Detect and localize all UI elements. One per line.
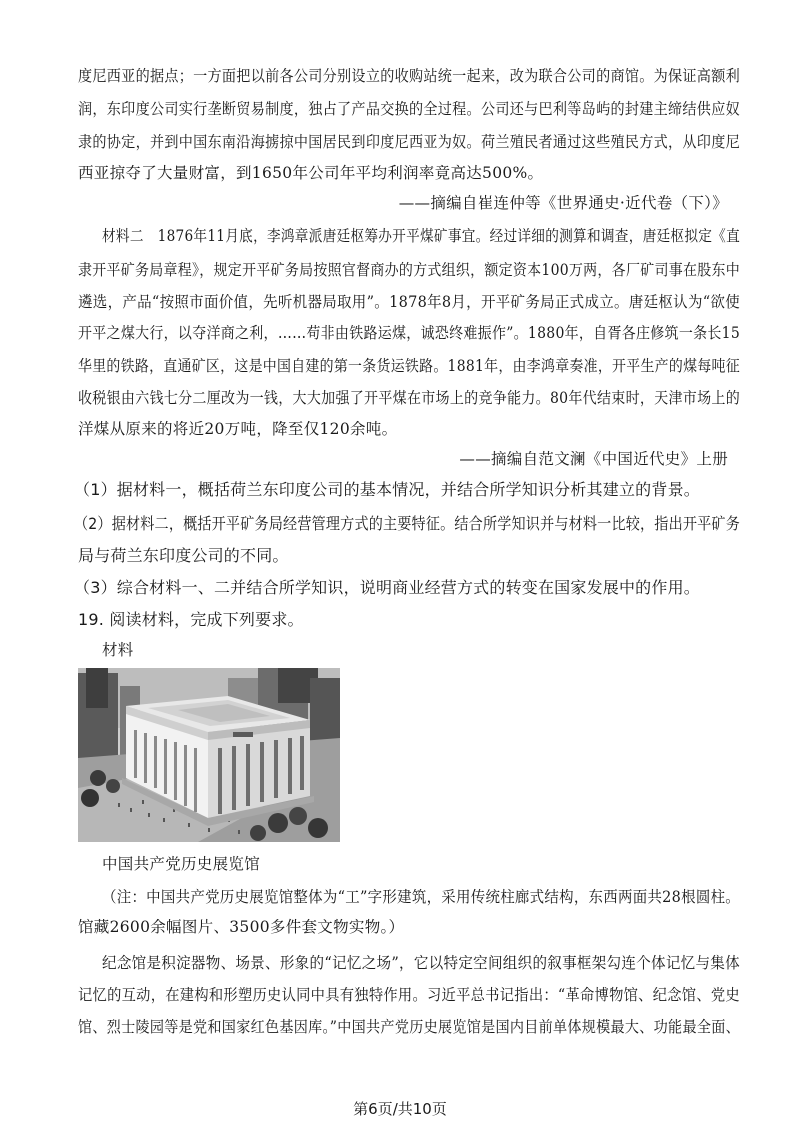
q19-body-line-1: 纪念馆是积淀器物、场景、形象的“记忆之场”，它以特定空间组织的叙事框架勾连个体记忆与集体 <box>102 954 740 972</box>
question-2: （2）据材料二，概括开平矿务局经营管理方式的主要特征。结合所学知识并与材料一比较，指出开平矿务 <box>74 514 740 533</box>
page-number: 第6页/共10页 <box>353 1100 447 1118</box>
material2-line-1: 材料二 1876年11月底，李鸿章派唐廷枢筹办开平煤矿事宜。经过详细的测算和调查，唐廷枢拟定《直 <box>102 227 740 245</box>
material2-line-6: 收税银由六钱七分二厘改为一钱，大大加强了开平煤在市场上的竞争能力。80年代结束时，天津市场上的 <box>78 389 740 407</box>
material2-line-2: 隶开平矿务局章程》，规定开平矿务局按照官督商办的方式组织，额定资本100万两，各厂矿司事在股东中 <box>78 261 740 279</box>
q19-note-line-1: （注：中国共产党历史展览馆整体为“工”字形建筑，采用传统柱廊式结构，东西两面共28根圆柱。 <box>102 888 741 906</box>
q19-note-line-2: 馆藏2600余幅图片、3500多件套文物实物。） <box>78 918 405 936</box>
question-2-continued: 局与荷兰东印度公司的不同。 <box>78 546 289 565</box>
question-1: （1）据材料一，概括荷兰东印度公司的基本情况，并结合所学知识分析其建立的背景。 <box>74 480 700 499</box>
material1-source: ——摘编自崔连仲等《世界通史·近代卷（下）》 <box>398 194 728 212</box>
material1-line-1: 度尼西亚的据点；一方面把以前各公司分别设立的收购站统一起来，改为联合公司的商馆。为保证高额利 <box>78 67 740 85</box>
material2-source: ——摘编自范文澜《中国近代史》上册 <box>459 450 728 468</box>
material1-line-2: 润，东印度公司实行垄断贸易制度，独占了产品交换的全过程。公司还与巴利等岛屿的封建主缔结供应奴 <box>78 100 740 118</box>
exhibition-hall-photo <box>78 668 340 842</box>
q19-body-line-3: 馆、烈士陵园等是党和国家红色基因库。”中国共产党历史展览馆是国内目前单体规模最大、功能最全面、 <box>78 1018 740 1036</box>
material2-line-5: 华里的铁路，直通矿区，这是中国自建的第一条货运铁路。1881年，由李鸿章奏准，开平生产的煤每吨征 <box>78 357 740 375</box>
material1-line-4: 西亚掠夺了大量财富，到1650年公司年平均利润率竟高达500%。 <box>78 164 544 182</box>
material2-line-4: 开平之煤大行，以夺洋商之利，……苟非由铁路运煤，诚恐终难振作”。1880年，自胥各庄修筑一条长15 <box>78 324 741 342</box>
material2-line-3: 遴选，产品“按照市面价值，先听机器局取用”。1878年8月，开平矿务局正式成立。唐廷枢认为“欲使 <box>78 293 740 311</box>
q19-body-line-2: 记忆的互动，在建构和形塑历史认同中具有独特作用。习近平总书记指出：“革命博物馆、纪念馆、党史 <box>78 986 740 1004</box>
question-3: （3）综合材料一、二并结合所学知识，说明商业经营方式的转变在国家发展中的作用。 <box>74 578 700 597</box>
material2-line-7: 洋煤从原来的将近20万吨，降至仅120余吨。 <box>78 420 398 438</box>
q19-material-label: 材料 <box>102 641 134 659</box>
q19-heading: 19. 阅读材料，完成下列要求。 <box>78 610 304 629</box>
photo-caption: 中国共产党历史展览馆 <box>102 855 261 873</box>
material1-line-3: 隶的协定，并到中国东南沿海掳掠中国居民到印度尼西亚为奴。荷兰殖民者通过这些殖民方式，从印度尼 <box>78 133 740 151</box>
